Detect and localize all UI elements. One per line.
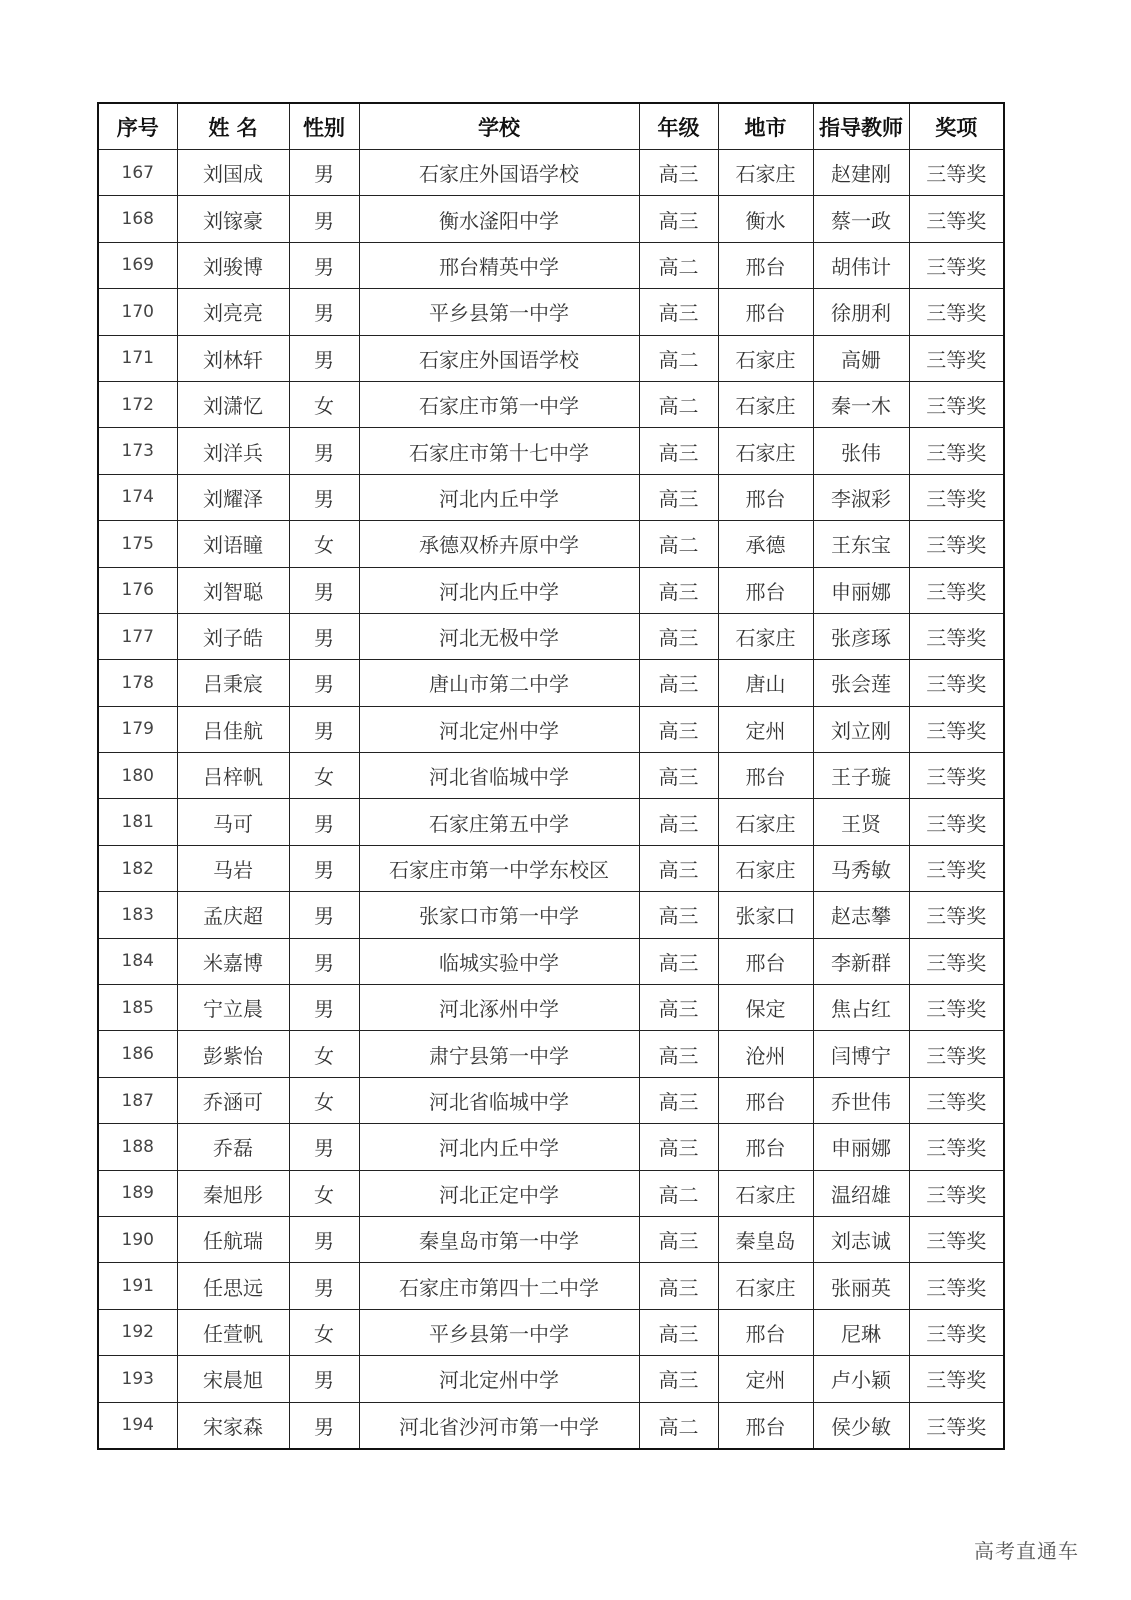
table-row — [98, 753, 1004, 799]
table-row — [98, 1402, 1004, 1449]
cell-school: 石家庄市第十七中学 — [359, 428, 639, 474]
cell-award: 三等奖 — [909, 242, 1004, 288]
cell-grade: 高三 — [639, 660, 718, 706]
cell-city: 邢台 — [718, 567, 813, 613]
cell-city: 承德 — [718, 521, 813, 567]
cell-award: 三等奖 — [909, 1309, 1004, 1355]
cell-grade: 高三 — [639, 1263, 718, 1309]
cell-grade: 高三 — [639, 799, 718, 845]
cell-award: 三等奖 — [909, 196, 1004, 242]
cell-gender: 男 — [289, 428, 359, 474]
cell-gender: 男 — [289, 613, 359, 659]
cell-grade: 高三 — [639, 845, 718, 891]
cell-school: 河北内丘中学 — [359, 1124, 639, 1170]
cell-no: 182 — [98, 845, 177, 891]
cell-name: 刘林轩 — [177, 335, 289, 381]
cell-teacher: 申丽娜 — [813, 1124, 909, 1170]
cell-grade: 高二 — [639, 381, 718, 427]
cell-gender: 女 — [289, 521, 359, 567]
cell-teacher: 张丽英 — [813, 1263, 909, 1309]
cell-name: 刘亮亮 — [177, 289, 289, 335]
cell-award: 三等奖 — [909, 938, 1004, 984]
cell-name: 乔磊 — [177, 1124, 289, 1170]
cell-school: 石家庄市第一中学东校区 — [359, 845, 639, 891]
cell-teacher: 侯少敏 — [813, 1402, 909, 1449]
cell-gender: 男 — [289, 289, 359, 335]
cell-award: 三等奖 — [909, 1402, 1004, 1449]
cell-gender: 男 — [289, 242, 359, 288]
cell-gender: 女 — [289, 1170, 359, 1216]
cell-name: 刘语瞳 — [177, 521, 289, 567]
cell-grade: 高三 — [639, 150, 718, 196]
cell-city: 邢台 — [718, 1309, 813, 1355]
cell-award: 三等奖 — [909, 1077, 1004, 1123]
cell-school: 河北内丘中学 — [359, 567, 639, 613]
table-row — [98, 1077, 1004, 1123]
cell-award: 三等奖 — [909, 1124, 1004, 1170]
cell-award: 三等奖 — [909, 706, 1004, 752]
table-row — [98, 660, 1004, 706]
cell-city: 石家庄 — [718, 150, 813, 196]
cell-name: 刘国成 — [177, 150, 289, 196]
cell-teacher: 张彦琢 — [813, 613, 909, 659]
cell-gender: 男 — [289, 335, 359, 381]
table-row — [98, 567, 1004, 613]
cell-gender: 男 — [289, 706, 359, 752]
header-school: 学校 — [359, 103, 639, 150]
cell-teacher: 马秀敏 — [813, 845, 909, 891]
cell-no: 179 — [98, 706, 177, 752]
cell-gender: 男 — [289, 196, 359, 242]
cell-gender: 男 — [289, 938, 359, 984]
cell-grade: 高三 — [639, 1216, 718, 1262]
cell-gender: 男 — [289, 1356, 359, 1402]
cell-grade: 高三 — [639, 1124, 718, 1170]
cell-name: 宋晨旭 — [177, 1356, 289, 1402]
cell-no: 188 — [98, 1124, 177, 1170]
cell-school: 河北内丘中学 — [359, 474, 639, 520]
cell-name: 宁立晨 — [177, 985, 289, 1031]
cell-award: 三等奖 — [909, 381, 1004, 427]
header-name: 姓 名 — [177, 103, 289, 150]
cell-award: 三等奖 — [909, 1263, 1004, 1309]
cell-city: 石家庄 — [718, 335, 813, 381]
cell-name: 任萱帆 — [177, 1309, 289, 1355]
table-row — [98, 289, 1004, 335]
cell-grade: 高三 — [639, 706, 718, 752]
cell-city: 唐山 — [718, 660, 813, 706]
table-row — [98, 1124, 1004, 1170]
table-row — [98, 1263, 1004, 1309]
header-city: 地市 — [718, 103, 813, 150]
cell-award: 三等奖 — [909, 892, 1004, 938]
cell-grade: 高二 — [639, 335, 718, 381]
table-row — [98, 892, 1004, 938]
cell-gender: 女 — [289, 1077, 359, 1123]
cell-name: 吕秉宸 — [177, 660, 289, 706]
watermark-text: 高考直通车 — [974, 1539, 1079, 1563]
cell-grade: 高二 — [639, 242, 718, 288]
cell-school: 石家庄第五中学 — [359, 799, 639, 845]
cell-no: 192 — [98, 1309, 177, 1355]
cell-teacher: 赵志攀 — [813, 892, 909, 938]
cell-award: 三等奖 — [909, 1356, 1004, 1402]
cell-city: 邢台 — [718, 938, 813, 984]
cell-no: 168 — [98, 196, 177, 242]
cell-city: 石家庄 — [718, 799, 813, 845]
cell-no: 170 — [98, 289, 177, 335]
cell-grade: 高三 — [639, 1309, 718, 1355]
cell-teacher: 温绍雄 — [813, 1170, 909, 1216]
cell-grade: 高三 — [639, 1356, 718, 1402]
cell-city: 定州 — [718, 706, 813, 752]
table-row — [98, 196, 1004, 242]
cell-award: 三等奖 — [909, 335, 1004, 381]
table-row — [98, 613, 1004, 659]
cell-grade: 高三 — [639, 892, 718, 938]
cell-school: 河北定州中学 — [359, 706, 639, 752]
cell-school: 平乡县第一中学 — [359, 1309, 639, 1355]
cell-name: 刘骏博 — [177, 242, 289, 288]
cell-gender: 男 — [289, 799, 359, 845]
cell-gender: 女 — [289, 1031, 359, 1077]
cell-grade: 高二 — [639, 521, 718, 567]
cell-no: 174 — [98, 474, 177, 520]
cell-school: 河北省临城中学 — [359, 1077, 639, 1123]
table-row — [98, 242, 1004, 288]
cell-city: 秦皇岛 — [718, 1216, 813, 1262]
cell-school: 承德双桥卉原中学 — [359, 521, 639, 567]
cell-gender: 女 — [289, 753, 359, 799]
cell-city: 邢台 — [718, 289, 813, 335]
cell-gender: 男 — [289, 845, 359, 891]
cell-gender: 女 — [289, 1309, 359, 1355]
cell-award: 三等奖 — [909, 428, 1004, 474]
cell-city: 邢台 — [718, 242, 813, 288]
cell-school: 石家庄外国语学校 — [359, 150, 639, 196]
cell-grade: 高三 — [639, 474, 718, 520]
cell-teacher: 刘立刚 — [813, 706, 909, 752]
cell-gender: 男 — [289, 150, 359, 196]
table-row — [98, 150, 1004, 196]
header-teacher: 指导教师 — [813, 103, 909, 150]
cell-name: 刘潇忆 — [177, 381, 289, 427]
cell-teacher: 秦一木 — [813, 381, 909, 427]
cell-award: 三等奖 — [909, 660, 1004, 706]
cell-city: 沧州 — [718, 1031, 813, 1077]
cell-no: 172 — [98, 381, 177, 427]
cell-no: 169 — [98, 242, 177, 288]
cell-no: 173 — [98, 428, 177, 474]
table-row — [98, 1356, 1004, 1402]
header-grade: 年级 — [639, 103, 718, 150]
cell-teacher: 王子璇 — [813, 753, 909, 799]
header-award: 奖项 — [909, 103, 1004, 150]
cell-name: 宋家森 — [177, 1402, 289, 1449]
cell-grade: 高三 — [639, 196, 718, 242]
cell-award: 三等奖 — [909, 799, 1004, 845]
cell-city: 石家庄 — [718, 613, 813, 659]
cell-grade: 高三 — [639, 985, 718, 1031]
table-row — [98, 1170, 1004, 1216]
cell-gender: 男 — [289, 474, 359, 520]
cell-name: 吕佳航 — [177, 706, 289, 752]
table-row — [98, 474, 1004, 520]
cell-name: 刘智聪 — [177, 567, 289, 613]
cell-teacher: 张伟 — [813, 428, 909, 474]
table-body — [98, 150, 1004, 1449]
cell-school: 平乡县第一中学 — [359, 289, 639, 335]
cell-teacher: 乔世伟 — [813, 1077, 909, 1123]
cell-city: 邢台 — [718, 753, 813, 799]
cell-school: 河北省临城中学 — [359, 753, 639, 799]
cell-grade: 高三 — [639, 1077, 718, 1123]
cell-teacher: 王贤 — [813, 799, 909, 845]
cell-city: 张家口 — [718, 892, 813, 938]
cell-name: 马可 — [177, 799, 289, 845]
cell-city: 邢台 — [718, 1402, 813, 1449]
cell-award: 三等奖 — [909, 150, 1004, 196]
cell-school: 邢台精英中学 — [359, 242, 639, 288]
cell-school: 河北省沙河市第一中学 — [359, 1402, 639, 1449]
header-gender: 性别 — [289, 103, 359, 150]
table-row — [98, 521, 1004, 567]
cell-teacher: 焦占红 — [813, 985, 909, 1031]
cell-school: 衡水滏阳中学 — [359, 196, 639, 242]
cell-school: 河北定州中学 — [359, 1356, 639, 1402]
cell-award: 三等奖 — [909, 613, 1004, 659]
cell-teacher: 蔡一政 — [813, 196, 909, 242]
cell-teacher: 卢小颖 — [813, 1356, 909, 1402]
cell-grade: 高三 — [639, 289, 718, 335]
cell-award: 三等奖 — [909, 521, 1004, 567]
cell-school: 肃宁县第一中学 — [359, 1031, 639, 1077]
award-list-table — [97, 102, 1005, 1450]
cell-award: 三等奖 — [909, 289, 1004, 335]
cell-teacher: 张会莲 — [813, 660, 909, 706]
cell-teacher: 申丽娜 — [813, 567, 909, 613]
cell-city: 石家庄 — [718, 381, 813, 427]
cell-grade: 高三 — [639, 1031, 718, 1077]
cell-teacher: 王东宝 — [813, 521, 909, 567]
cell-city: 石家庄 — [718, 1170, 813, 1216]
cell-teacher: 闫博宁 — [813, 1031, 909, 1077]
cell-award: 三等奖 — [909, 1170, 1004, 1216]
cell-no: 193 — [98, 1356, 177, 1402]
table-row — [98, 938, 1004, 984]
cell-name: 孟庆超 — [177, 892, 289, 938]
cell-name: 吕梓帆 — [177, 753, 289, 799]
cell-no: 194 — [98, 1402, 177, 1449]
cell-name: 任思远 — [177, 1263, 289, 1309]
cell-city: 邢台 — [718, 1124, 813, 1170]
cell-no: 176 — [98, 567, 177, 613]
cell-no: 191 — [98, 1263, 177, 1309]
cell-school: 石家庄市第四十二中学 — [359, 1263, 639, 1309]
cell-no: 185 — [98, 985, 177, 1031]
cell-award: 三等奖 — [909, 474, 1004, 520]
cell-teacher: 赵建刚 — [813, 150, 909, 196]
cell-award: 三等奖 — [909, 985, 1004, 1031]
cell-school: 河北正定中学 — [359, 1170, 639, 1216]
cell-no: 171 — [98, 335, 177, 381]
table-row — [98, 1216, 1004, 1262]
cell-name: 刘子皓 — [177, 613, 289, 659]
cell-no: 178 — [98, 660, 177, 706]
cell-gender: 男 — [289, 1402, 359, 1449]
cell-school: 河北无极中学 — [359, 613, 639, 659]
cell-school: 临城实验中学 — [359, 938, 639, 984]
cell-city: 邢台 — [718, 1077, 813, 1123]
cell-award: 三等奖 — [909, 753, 1004, 799]
cell-teacher: 徐朋利 — [813, 289, 909, 335]
cell-no: 181 — [98, 799, 177, 845]
cell-school: 唐山市第二中学 — [359, 660, 639, 706]
cell-award: 三等奖 — [909, 567, 1004, 613]
cell-name: 米嘉博 — [177, 938, 289, 984]
cell-city: 石家庄 — [718, 428, 813, 474]
cell-teacher: 李新群 — [813, 938, 909, 984]
table-row — [98, 428, 1004, 474]
cell-city: 石家庄 — [718, 845, 813, 891]
header-no: 序号 — [98, 103, 177, 150]
cell-award: 三等奖 — [909, 845, 1004, 891]
cell-teacher: 胡伟计 — [813, 242, 909, 288]
cell-grade: 高二 — [639, 1170, 718, 1216]
cell-teacher: 尼琳 — [813, 1309, 909, 1355]
cell-city: 邢台 — [718, 474, 813, 520]
cell-gender: 男 — [289, 1124, 359, 1170]
cell-name: 秦旭彤 — [177, 1170, 289, 1216]
cell-gender: 男 — [289, 1216, 359, 1262]
cell-no: 190 — [98, 1216, 177, 1262]
cell-award: 三等奖 — [909, 1031, 1004, 1077]
cell-no: 175 — [98, 521, 177, 567]
cell-city: 定州 — [718, 1356, 813, 1402]
cell-no: 184 — [98, 938, 177, 984]
cell-no: 177 — [98, 613, 177, 659]
table-row — [98, 985, 1004, 1031]
cell-no: 187 — [98, 1077, 177, 1123]
table-row — [98, 799, 1004, 845]
cell-no: 167 — [98, 150, 177, 196]
cell-city: 保定 — [718, 985, 813, 1031]
cell-grade: 高三 — [639, 428, 718, 474]
cell-school: 河北涿州中学 — [359, 985, 639, 1031]
cell-no: 180 — [98, 753, 177, 799]
cell-teacher: 高姗 — [813, 335, 909, 381]
cell-grade: 高三 — [639, 613, 718, 659]
cell-award: 三等奖 — [909, 1216, 1004, 1262]
cell-school: 张家口市第一中学 — [359, 892, 639, 938]
cell-city: 衡水 — [718, 196, 813, 242]
cell-name: 刘耀泽 — [177, 474, 289, 520]
cell-gender: 男 — [289, 892, 359, 938]
cell-gender: 男 — [289, 985, 359, 1031]
cell-name: 彭紫怡 — [177, 1031, 289, 1077]
cell-grade: 高二 — [639, 1402, 718, 1449]
cell-name: 任航瑞 — [177, 1216, 289, 1262]
cell-gender: 女 — [289, 381, 359, 427]
cell-teacher: 刘志诚 — [813, 1216, 909, 1262]
cell-name: 乔涵可 — [177, 1077, 289, 1123]
cell-school: 石家庄市第一中学 — [359, 381, 639, 427]
cell-teacher: 李淑彩 — [813, 474, 909, 520]
table-header-row — [98, 103, 1004, 150]
cell-gender: 男 — [289, 1263, 359, 1309]
cell-gender: 男 — [289, 660, 359, 706]
cell-name: 马岩 — [177, 845, 289, 891]
cell-grade: 高三 — [639, 567, 718, 613]
cell-grade: 高三 — [639, 753, 718, 799]
table-row — [98, 335, 1004, 381]
table-row — [98, 706, 1004, 752]
cell-grade: 高三 — [639, 938, 718, 984]
cell-no: 186 — [98, 1031, 177, 1077]
cell-no: 189 — [98, 1170, 177, 1216]
table-row — [98, 845, 1004, 891]
cell-gender: 男 — [289, 567, 359, 613]
cell-name: 刘镓豪 — [177, 196, 289, 242]
cell-name: 刘洋兵 — [177, 428, 289, 474]
cell-city: 石家庄 — [718, 1263, 813, 1309]
table-row — [98, 381, 1004, 427]
cell-school: 秦皇岛市第一中学 — [359, 1216, 639, 1262]
table-row — [98, 1031, 1004, 1077]
cell-no: 183 — [98, 892, 177, 938]
table-row — [98, 1309, 1004, 1355]
cell-school: 石家庄外国语学校 — [359, 335, 639, 381]
